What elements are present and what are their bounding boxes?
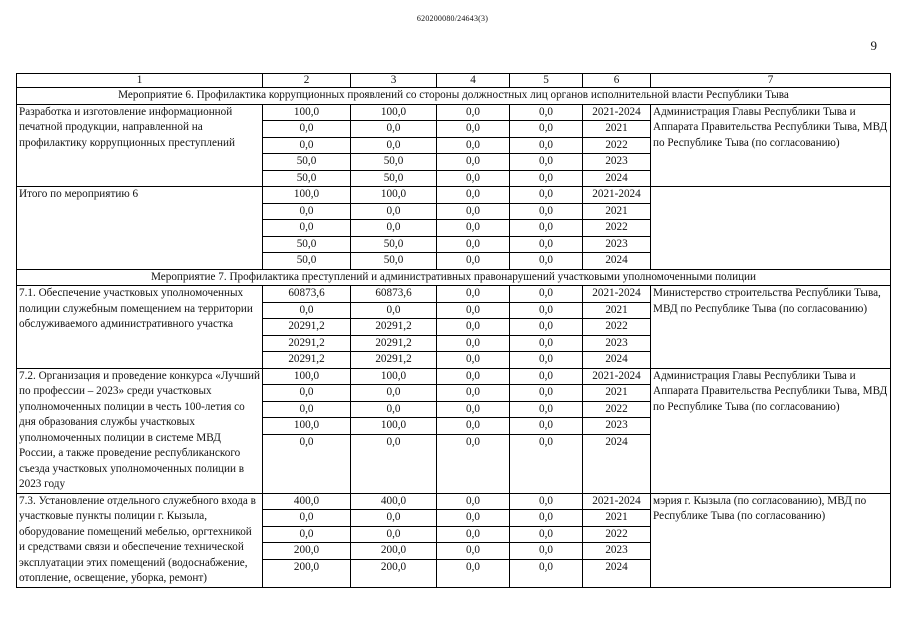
amount-value: 0,0: [466, 353, 480, 365]
amount-value: 0,0: [510, 319, 582, 336]
amount-value: 0,0: [263, 510, 350, 527]
activity-name: Итого по мероприятию 6: [17, 187, 263, 270]
amount-value: 50,0: [263, 237, 350, 254]
amount-value: 0,0: [263, 204, 350, 221]
amount-value: 20291,2: [263, 319, 350, 336]
year-value: 2023: [583, 154, 650, 171]
program-table: [16, 73, 891, 588]
column-header: 7: [651, 74, 891, 88]
amount-value: 0,0: [299, 435, 314, 448]
amount-value: 20291,2: [263, 336, 350, 353]
amount-value: 0,0: [539, 171, 553, 184]
amount-value: 0,0: [437, 369, 509, 386]
executor-cell: [651, 187, 891, 270]
amount-value: 200,0: [351, 543, 436, 560]
table-row: [17, 104, 891, 187]
year-value: 2024: [605, 560, 628, 573]
year-value: 2024: [605, 435, 628, 448]
year-value: 2022: [583, 527, 650, 544]
year-value: 2022: [583, 220, 650, 237]
amount-value: 0,0: [510, 494, 582, 511]
amount-value: 100,0: [351, 369, 436, 386]
activity-name: 7.1. Обеспечение участковых уполномоченных полиции служебным помещением на территории обслуживаемого административного участка: [17, 286, 263, 369]
amount-value: 0,0: [351, 527, 436, 544]
amount-value: 200,0: [380, 560, 407, 573]
amount-value: 0,0: [510, 154, 582, 171]
amount-value: 20291,2: [351, 319, 436, 336]
amount-value: 0,0: [437, 510, 509, 527]
activity-name: 7.3. Установление отдельного служебного входа в участковые пункты полиции г. Кызыла, оборудование помещений мебелью, оргтехникой и средствами связи и обеспечение технической эксплуатации этих помещений (водоснабжение, отопление, освещение, уборка, ремонт): [17, 493, 263, 587]
amount-cell: [437, 187, 510, 270]
amount-cell: [510, 368, 583, 493]
section-title: Мероприятие 7. Профилактика преступлений и административных правонарушений участковыми уполномоченными полиции: [17, 269, 891, 286]
amount-value: 100,0: [263, 369, 350, 386]
year-value: 2024: [605, 254, 628, 266]
amount-value: 0,0: [510, 543, 582, 560]
amount-value: 100,0: [351, 418, 436, 435]
amount-value: 0,0: [437, 105, 509, 122]
amount-value: 0,0: [510, 220, 582, 237]
document-id: 620200080/24643(3): [416, 14, 489, 23]
year-value: 2021: [583, 204, 650, 221]
amount-value: 0,0: [437, 121, 509, 138]
amount-value: 0,0: [539, 435, 553, 448]
amount-value: 0,0: [437, 204, 509, 221]
amount-value: 0,0: [263, 527, 350, 544]
amount-cell: [351, 493, 437, 587]
year-value: 2021-2024: [583, 105, 650, 122]
column-header: 4: [437, 74, 510, 88]
amount-value: 0,0: [510, 204, 582, 221]
amount-value: 60873,6: [263, 286, 350, 303]
amount-value: 0,0: [437, 237, 509, 254]
year-value: 2021: [583, 303, 650, 320]
amount-value: 0,0: [510, 385, 582, 402]
amount-value: 0,0: [263, 220, 350, 237]
amount-value: 0,0: [263, 303, 350, 320]
amount-cell: [263, 368, 351, 493]
amount-cell: [437, 368, 510, 493]
amount-value: 0,0: [437, 220, 509, 237]
amount-value: 0,0: [263, 385, 350, 402]
amount-value: 0,0: [437, 527, 509, 544]
year-value: 2023: [583, 418, 650, 435]
amount-value: 20291,2: [375, 353, 412, 365]
amount-value: 0,0: [437, 494, 509, 511]
year-value: 2022: [583, 138, 650, 155]
amount-value: 0,0: [539, 254, 553, 266]
year-value: 2021: [583, 385, 650, 402]
amount-value: 0,0: [437, 154, 509, 171]
years-cell: [583, 493, 651, 587]
amount-value: 100,0: [351, 105, 436, 122]
years-cell: [583, 368, 651, 493]
amount-value: 0,0: [437, 418, 509, 435]
amount-value: 0,0: [510, 138, 582, 155]
amount-value: 0,0: [510, 336, 582, 353]
amount-value: 200,0: [293, 560, 320, 573]
amount-value: 200,0: [263, 543, 350, 560]
amount-value: 0,0: [510, 527, 582, 544]
amount-cell: [510, 286, 583, 369]
amount-value: 0,0: [510, 303, 582, 320]
year-value: 2022: [583, 402, 650, 419]
amount-value: 0,0: [263, 121, 350, 138]
year-value: 2021-2024: [583, 494, 650, 511]
amount-value: 0,0: [466, 560, 480, 573]
year-value: 2021: [583, 121, 650, 138]
amount-value: 0,0: [510, 369, 582, 386]
amount-value: 0,0: [466, 435, 480, 448]
amount-value: 100,0: [263, 187, 350, 204]
year-value: 2023: [583, 336, 650, 353]
amount-cell: [351, 368, 437, 493]
table-row: [17, 286, 891, 369]
year-value: 2024: [605, 353, 628, 365]
amount-value: 0,0: [539, 353, 553, 365]
years-cell: [583, 286, 651, 369]
amount-value: 0,0: [437, 319, 509, 336]
year-value: 2021-2024: [583, 286, 650, 303]
amount-value: 0,0: [351, 204, 436, 221]
section-header-row: [17, 269, 891, 286]
amount-cell: [263, 187, 351, 270]
amount-cell: [510, 187, 583, 270]
column-header: 6: [583, 74, 651, 88]
amount-value: 0,0: [510, 286, 582, 303]
amount-cell: [510, 493, 583, 587]
amount-value: 50,0: [351, 154, 436, 171]
year-value: 2021-2024: [583, 369, 650, 386]
amount-value: 400,0: [351, 494, 436, 511]
table-row: [17, 368, 891, 493]
year-value: 2024: [605, 171, 628, 184]
amount-value: 50,0: [351, 237, 436, 254]
year-value: 2023: [583, 543, 650, 560]
amount-value: 0,0: [351, 385, 436, 402]
activity-name: 7.2. Организация и проведение конкурса «Лучший по профессии – 2023» среди участковых уполномоченных полиции в честь 100-летия со дня образования службы участковых уполномоченных полиции в системе МВД России, а также проведение республиканского съезда участковых уполномоченных полиции в 2023 году: [17, 368, 263, 493]
column-header: 5: [510, 74, 583, 88]
amount-value: 0,0: [437, 336, 509, 353]
amount-value: 0,0: [466, 254, 480, 266]
amount-cell: [437, 104, 510, 187]
year-value: 2021: [583, 510, 650, 527]
years-cell: [583, 187, 651, 270]
amount-value: 0,0: [351, 121, 436, 138]
amount-value: 0,0: [437, 286, 509, 303]
amount-value: 0,0: [510, 510, 582, 527]
amount-cell: [263, 286, 351, 369]
amount-cell: [437, 286, 510, 369]
amount-value: 50,0: [296, 171, 317, 184]
amount-value: 0,0: [351, 510, 436, 527]
amount-value: 50,0: [263, 154, 350, 171]
amount-value: 0,0: [466, 171, 480, 184]
amount-value: 20291,2: [351, 336, 436, 353]
amount-cell: [437, 493, 510, 587]
executor-cell: Администрация Главы Республики Тыва и Аппарата Правительства Республики Тыва, МВД по Республике Тыва (по согласованию): [651, 368, 891, 493]
amount-cell: [263, 104, 351, 187]
amount-value: 0,0: [263, 402, 350, 419]
amount-value: 0,0: [386, 435, 401, 448]
amount-value: 0,0: [351, 138, 436, 155]
executor-cell: Министерство строительства Республики Тыва, МВД по Республике Тыва (по согласованию): [651, 286, 891, 369]
amount-value: 50,0: [383, 254, 404, 266]
amount-cell: [263, 493, 351, 587]
executor-cell: мэрия г. Кызыла (по согласованию), МВД по Республике Тыва (по согласованию): [651, 493, 891, 587]
amount-value: 0,0: [437, 543, 509, 560]
amount-value: 0,0: [510, 237, 582, 254]
amount-value: 100,0: [263, 105, 350, 122]
amount-value: 0,0: [510, 418, 582, 435]
amount-value: 0,0: [263, 138, 350, 155]
amount-value: 0,0: [539, 560, 553, 573]
amount-cell: [351, 187, 437, 270]
amount-value: 0,0: [510, 105, 582, 122]
amount-value: 0,0: [437, 385, 509, 402]
years-cell: [583, 104, 651, 187]
amount-value: 50,0: [296, 254, 317, 266]
amount-value: 0,0: [437, 303, 509, 320]
table-row: [17, 187, 891, 270]
amount-value: 0,0: [510, 187, 582, 204]
table-row: [17, 493, 891, 587]
executor-cell: Администрация Главы Республики Тыва и Аппарата Правительства Республики Тыва, МВД по Республике Тыва (по согласованию): [651, 104, 891, 187]
amount-cell: [351, 104, 437, 187]
year-value: 2021-2024: [583, 187, 650, 204]
amount-value: 0,0: [437, 402, 509, 419]
amount-value: 0,0: [351, 303, 436, 320]
amount-value: 0,0: [510, 402, 582, 419]
section-title: Мероприятие 6. Профилактика коррупционных проявлений со стороны должностных лиц органов исполнительной власти Республики Тыва: [17, 88, 891, 105]
amount-value: 400,0: [263, 494, 350, 511]
column-header: 3: [351, 74, 437, 88]
amount-value: 100,0: [263, 418, 350, 435]
amount-value: 0,0: [437, 138, 509, 155]
amount-cell: [510, 104, 583, 187]
column-header: 1: [17, 74, 263, 88]
column-number-row: [17, 74, 891, 88]
amount-cell: [351, 286, 437, 369]
section-header-row: [17, 88, 891, 105]
amount-value: 0,0: [351, 220, 436, 237]
amount-value: 0,0: [437, 187, 509, 204]
amount-value: 50,0: [383, 171, 404, 184]
year-value: 2023: [583, 237, 650, 254]
amount-value: 20291,2: [288, 353, 325, 365]
amount-value: 0,0: [510, 121, 582, 138]
column-header: 2: [263, 74, 351, 88]
page-number: 9: [870, 38, 877, 53]
amount-value: 60873,6: [351, 286, 436, 303]
year-value: 2022: [583, 319, 650, 336]
amount-value: 0,0: [351, 402, 436, 419]
amount-value: 100,0: [351, 187, 436, 204]
activity-name: Разработка и изготовление информационной печатной продукции, направленной на профилактику коррупционных преступлений: [17, 104, 263, 187]
